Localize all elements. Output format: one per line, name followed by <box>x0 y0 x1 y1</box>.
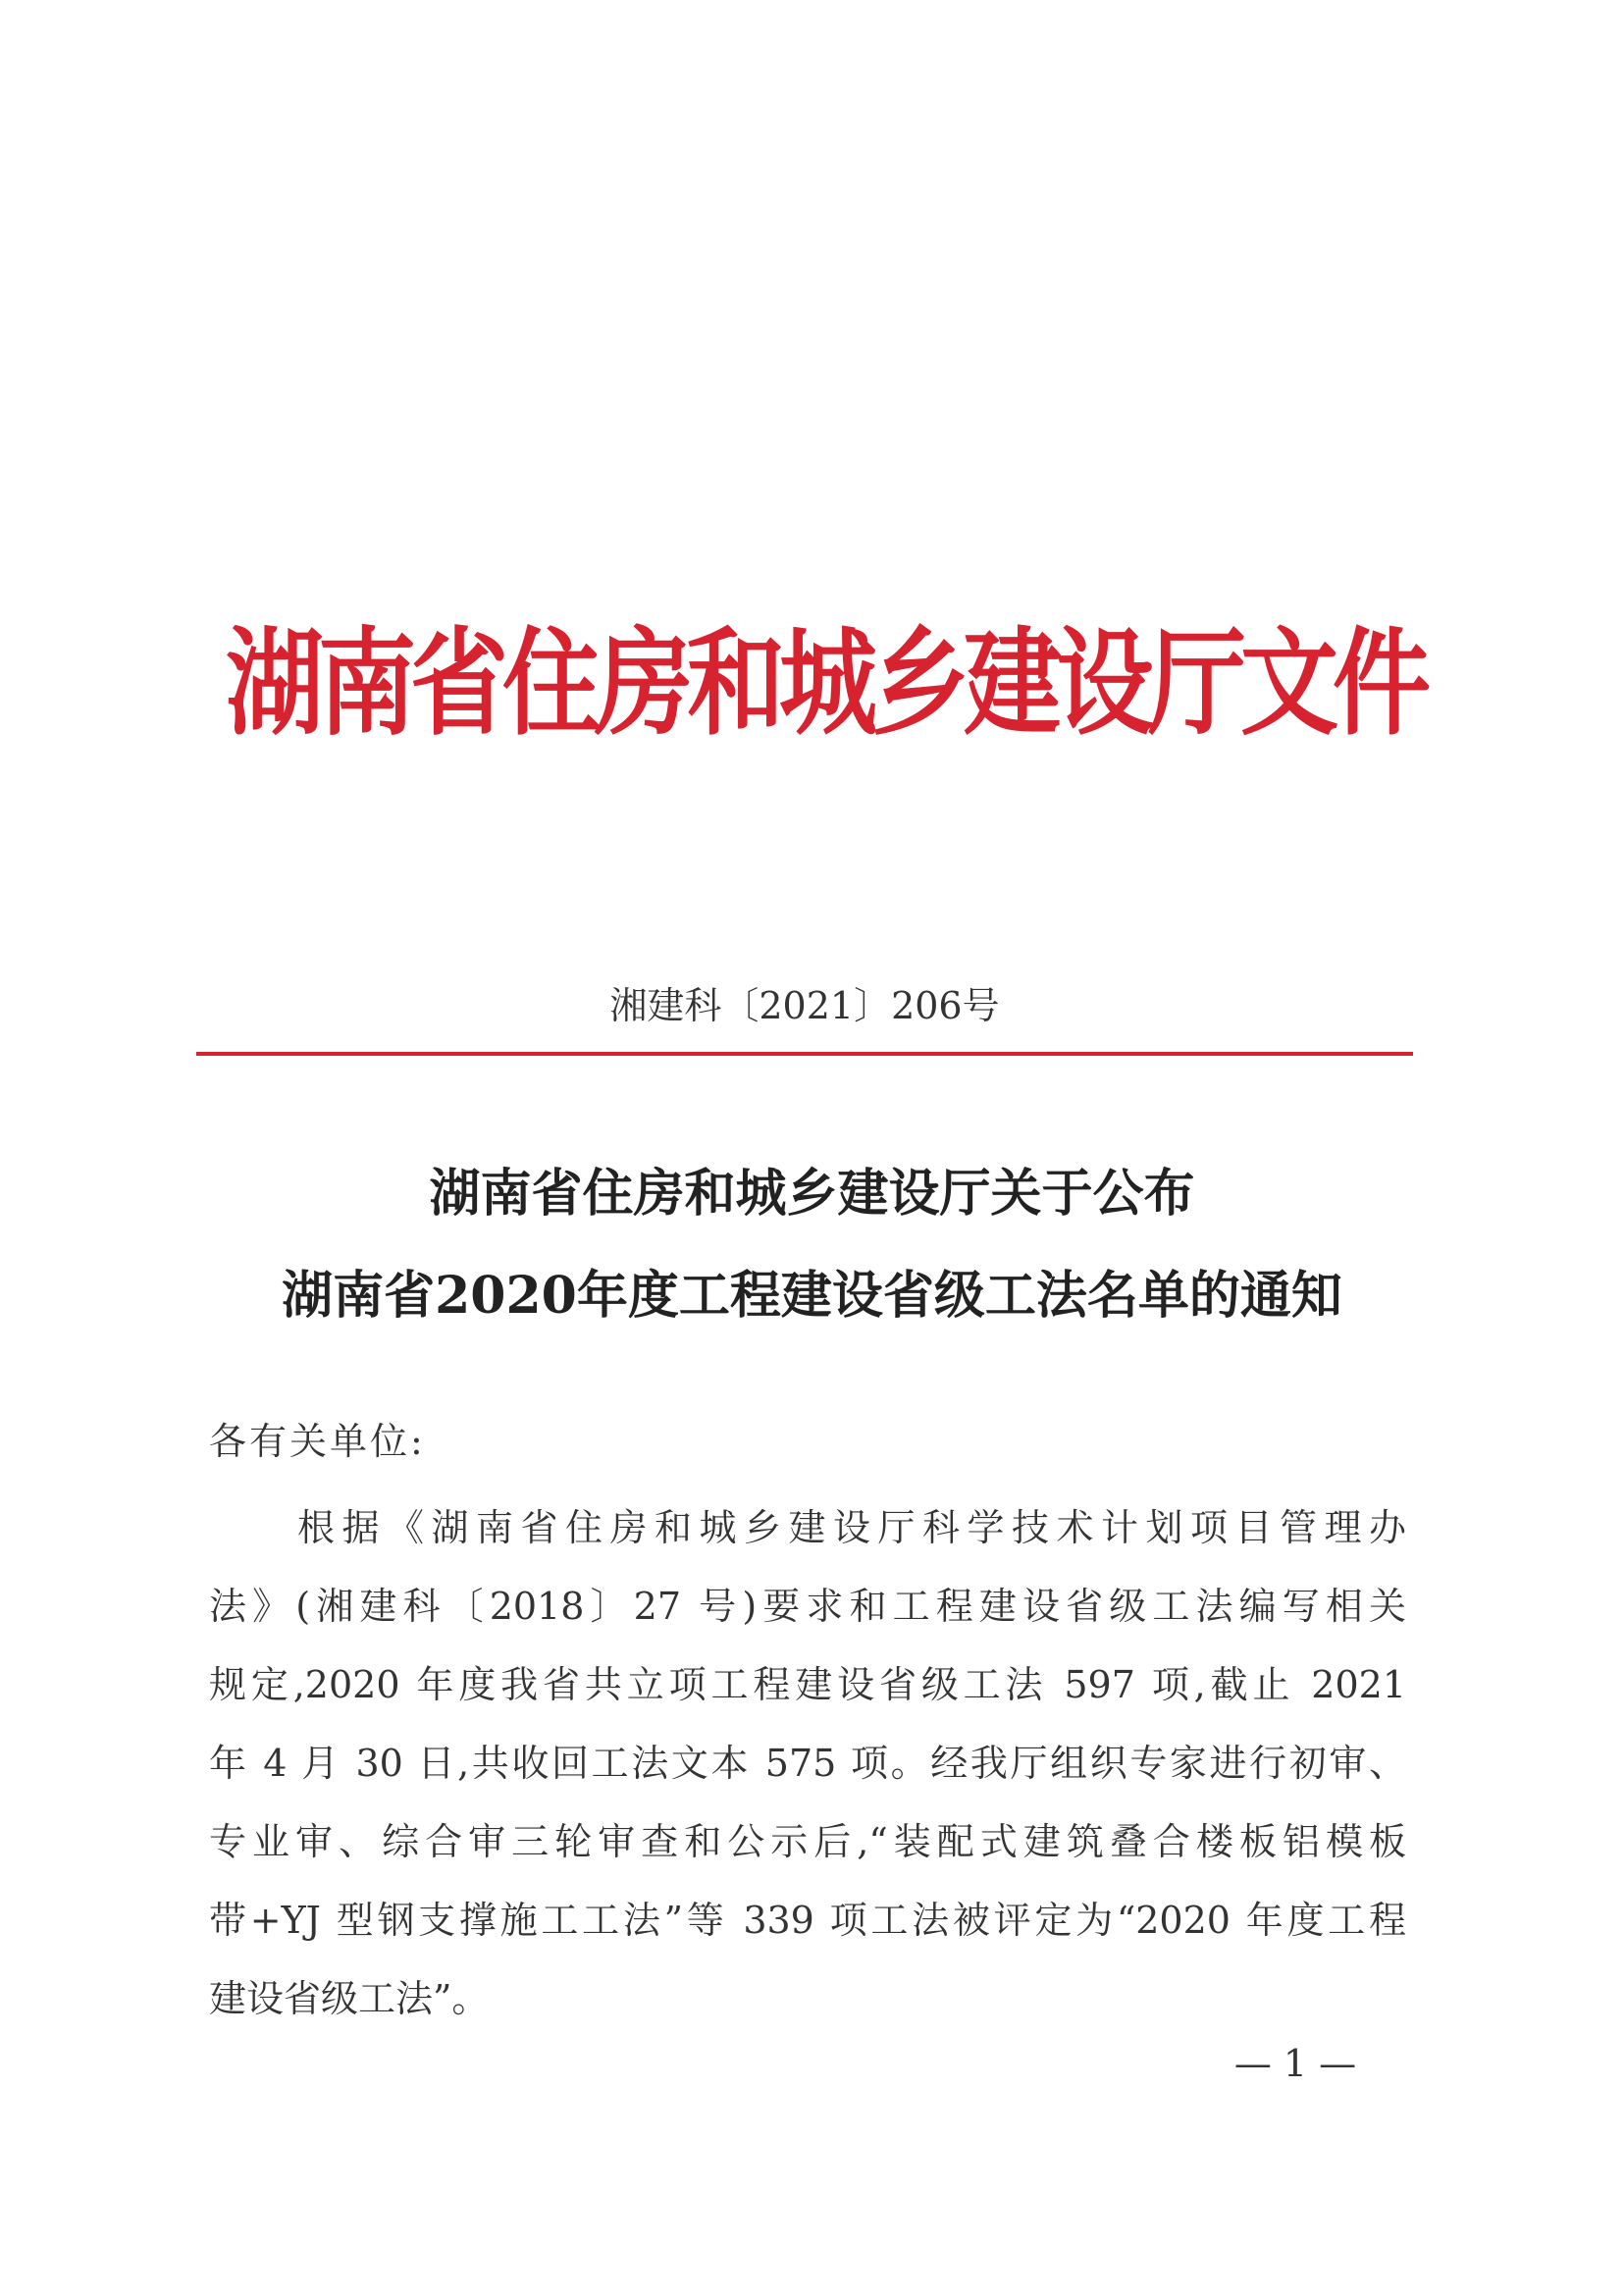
body-line: 建设省级工法”。 <box>209 1977 490 2020</box>
body-line: 带+YJ 型钢支撑施工工法”等 339 项工法被评定为“2020 年度工程 <box>209 1899 1406 1942</box>
masthead-title: 湖南省住房和城乡建设厅文件 <box>226 615 1425 753</box>
notice-title-line-1: 湖南省住房和城乡建设厅关于公布 <box>429 1164 1195 1224</box>
body-line: 专业审、综合审三轮审查和公示后,“装配式建筑叠合楼板铝模板 <box>209 1820 1406 1863</box>
document-number: 湘建科〔2021〕206号 <box>609 984 1000 1027</box>
body-line: 年 4 月 30 日,共收回工法文本 575 项。经我厅组织专家进行初审、 <box>209 1742 1406 1785</box>
red-separator-line <box>196 1052 1413 1056</box>
page-number: — 1 — <box>1233 2042 1357 2085</box>
body-line: 法》(湘建科〔2018〕27 号)要求和工程建设省级工法编写相关 <box>209 1585 1406 1628</box>
salutation: 各有关单位: <box>209 1420 426 1463</box>
notice-title <box>147 1143 1477 1347</box>
body-line: 规定,2020 年度我省共立项工程建设省级工法 597 项,截止 2021 <box>209 1663 1406 1706</box>
notice-title-line-2: 湖南省2020年度工程建设省级工法名单的通知 <box>282 1266 1342 1326</box>
body-line: 根据《湖南省住房和城乡建设厅科学技术计划项目管理办 <box>297 1506 1406 1549</box>
body-paragraph <box>209 1488 1406 2038</box>
